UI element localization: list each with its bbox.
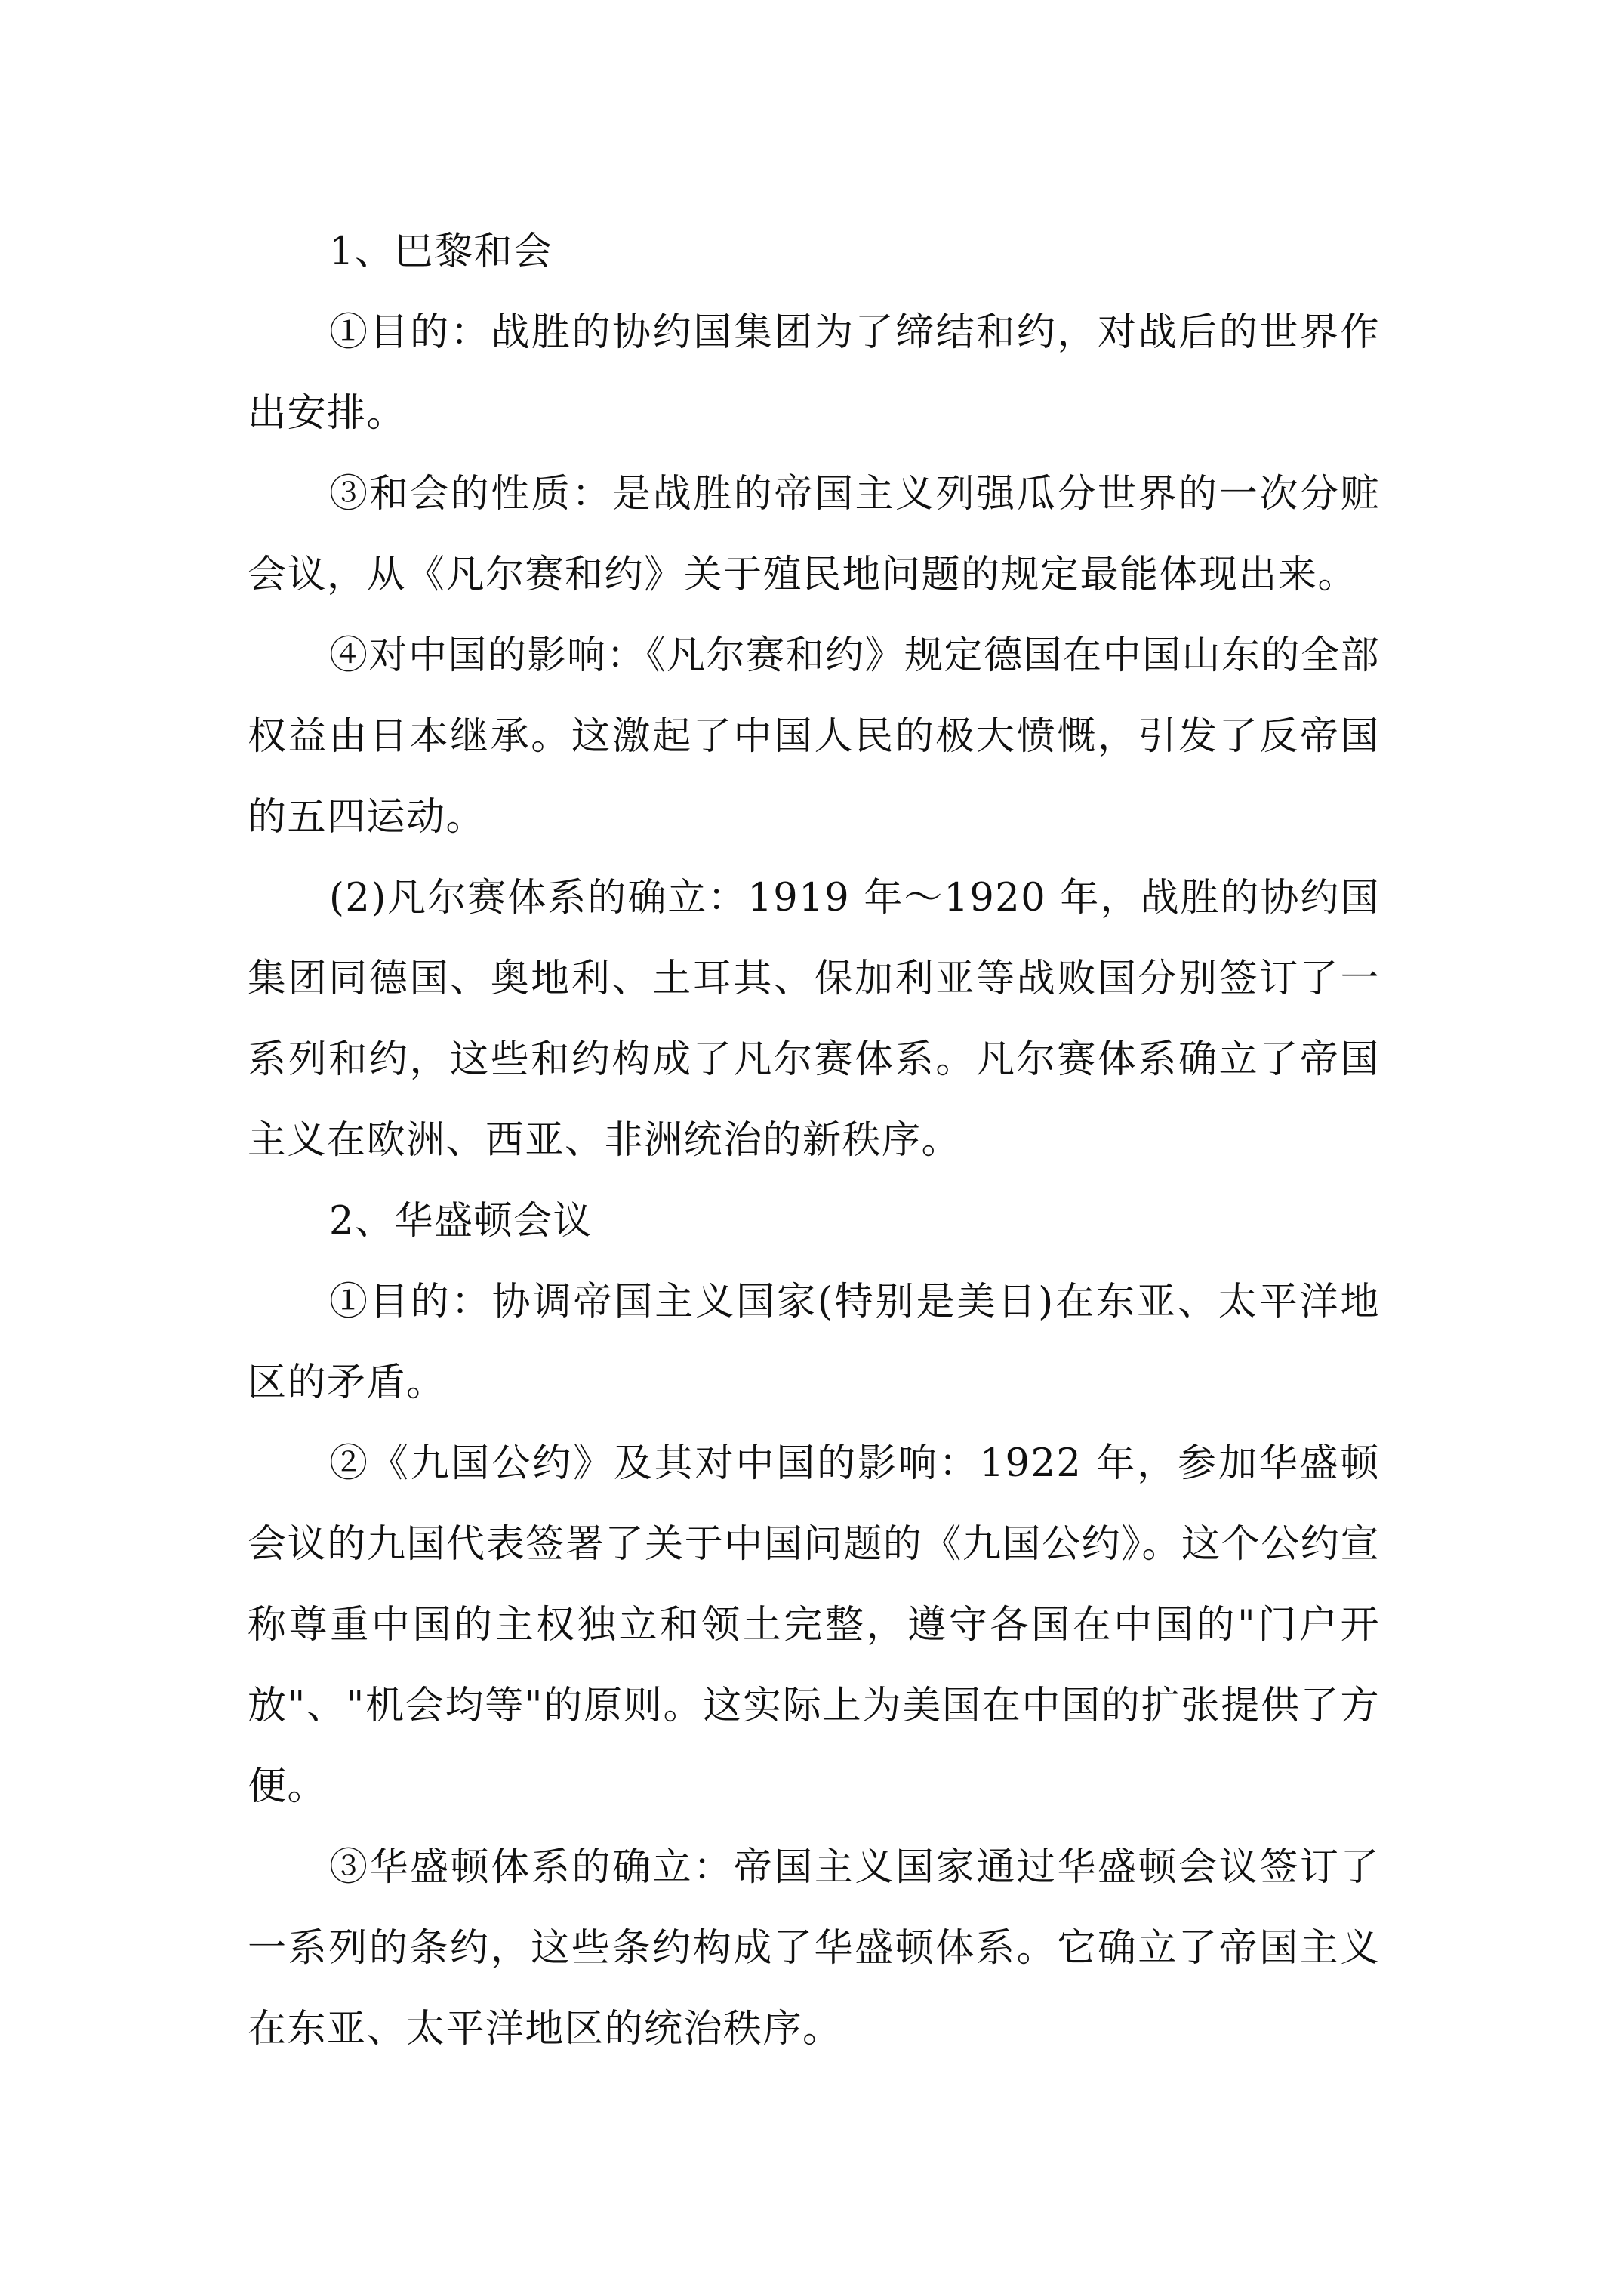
paragraph-versailles-system: (2)凡尔赛体系的确立：1919 年～1920 年，战胜的协约国集团同德国、奥地利、土耳其、保加利亚等战败国分别签订了一系列和约，这些和约构成了凡尔赛体系。凡尔赛体系确立了帝国主义在欧洲、西亚、非洲统治的新秩序。 <box>248 876 1380 1163</box>
paragraph-paris-purpose: ①目的：战胜的协约国集团为了缔结和约，对战后的世界作出安排。 <box>248 310 1380 436</box>
section-heading-paris-conference: 1、巴黎和会 <box>329 230 553 274</box>
paragraph-washington-purpose: ①目的：协调帝国主义国家(特别是美日)在东亚、太平洋地区的矛盾。 <box>248 1280 1380 1405</box>
paragraph-paris-impact-china: ④对中国的影响：《凡尔赛和约》规定德国在中国山东的全部权益由日本继承。这激起了中国人民的极大愤慨，引发了反帝国的五四运动。 <box>248 633 1381 840</box>
paragraph-nine-power-treaty: ②《九国公约》及其对中国的影响：1922 年，参加华盛顿会议的九国代表签署了关于中国问题的《九国公约》。这个公约宣称尊重中国的主权独立和领土完整，遵守各国在中国的"门户开放"、"机会均等"的原则。这实际上为美国在中国的扩张提供了方便。 <box>248 1441 1380 1809</box>
paragraph-washington-system: ③华盛顿体系的确立：帝国主义国家通过华盛顿会议签订了一系列的条约，这些条约构成了华盛顿体系。它确立了帝国主义在东亚、太平洋地区的统治秩序。 <box>248 1845 1380 2051</box>
paragraph-paris-nature: ③和会的性质：是战胜的帝国主义列强瓜分世界的一次分赃会议，从《凡尔赛和约》关于殖民地问题的规定最能体现出来。 <box>248 472 1380 597</box>
section-heading-washington-conference: 2、华盛顿会议 <box>329 1199 593 1244</box>
document-body <box>248 211 1380 2069</box>
